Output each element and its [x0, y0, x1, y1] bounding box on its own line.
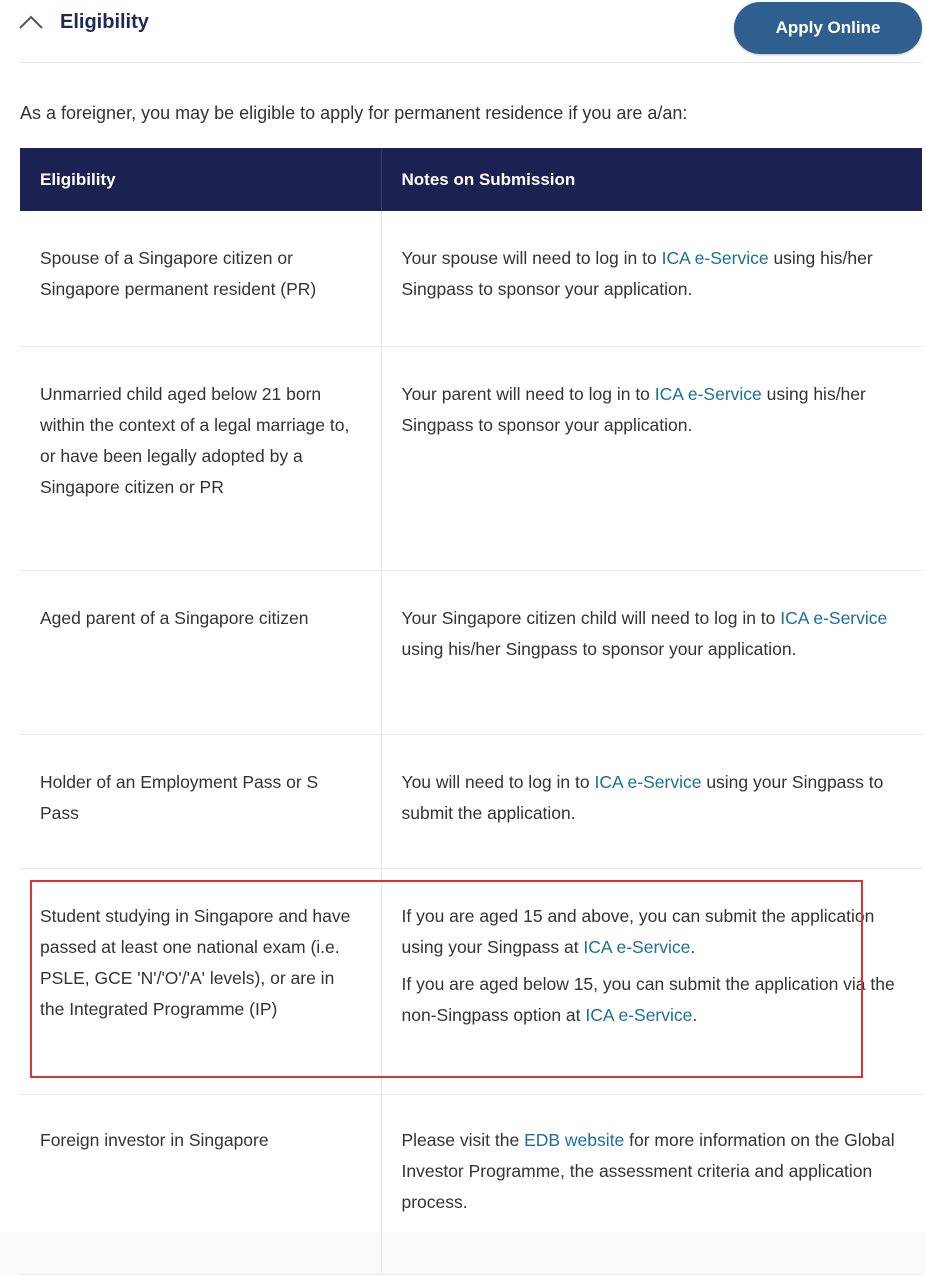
notes-text: . — [690, 936, 696, 957]
notes-cell — [381, 346, 922, 570]
ica-eservice-link[interactable]: ICA e-Service — [594, 771, 702, 792]
notes-text: . — [692, 1004, 698, 1025]
column-header-eligibility: Eligibility — [20, 148, 381, 211]
table-row — [20, 1094, 922, 1274]
eligibility-table — [20, 148, 922, 1275]
notes-text: Your parent will need to log in to — [401, 383, 655, 404]
notes-paragraph — [402, 243, 903, 305]
table-row — [20, 211, 922, 346]
intro-text: As a foreigner, you may be eligible to apply for permanent residence if you are a/an: — [20, 103, 688, 123]
eligibility-cell: Holder of an Employment Pass or S Pass — [20, 734, 381, 868]
notes-text: If you are aged below 15, you can submit the application via the non-Singpass option at — [401, 973, 895, 1025]
notes-paragraph — [402, 767, 903, 829]
notes-cell — [381, 868, 922, 1094]
table-row — [20, 570, 922, 734]
eligibility-cell: Aged parent of a Singapore citizen — [20, 570, 381, 734]
notes-paragraph — [402, 969, 903, 1031]
notes-cell — [381, 570, 922, 734]
chevron-up-icon[interactable] — [18, 14, 44, 30]
eligibility-cell: Unmarried child aged below 21 born within the context of a legal marriage to, or have been legally adopted by a Singapore citizen or PR — [20, 346, 381, 570]
eligibility-cell: Foreign investor in Singapore — [20, 1094, 381, 1274]
header-divider — [20, 62, 922, 63]
notes-paragraph — [402, 603, 903, 665]
notes-text: for more information on the Global Investor Programme, the assessment criteria and application process. — [401, 1129, 895, 1212]
notes-paragraph — [402, 901, 903, 963]
eligibility-cell: Student studying in Singapore and have passed at least one national exam (i.e. PSLE, GCE 'N'/'O'/'A' levels), or are in the Integrated Programme (IP) — [20, 868, 381, 1094]
ica-eservice-link[interactable]: ICA e-Service — [583, 936, 691, 957]
notes-text: using his/her Singpass to sponsor your application. — [401, 248, 873, 299]
section-title[interactable]: Eligibility — [60, 11, 149, 33]
notes-cell — [381, 1094, 922, 1274]
ica-eservice-link[interactable]: ICA e-Service — [654, 383, 762, 404]
table-header-row — [20, 148, 922, 211]
notes-cell — [381, 211, 922, 346]
column-header-notes: Notes on Submission — [381, 148, 922, 211]
notes-paragraph — [402, 1125, 903, 1218]
ica-eservice-link[interactable]: ICA e-Service — [661, 248, 769, 268]
notes-text: Please visit the — [401, 1129, 525, 1150]
notes-text: If you are aged 15 and above, you can submit the application using your Singpass at — [401, 905, 875, 957]
table-row — [20, 734, 922, 868]
ica-eservice-link[interactable]: ICA e-Service — [585, 1004, 693, 1025]
table-row — [20, 868, 922, 1094]
edb-website-link[interactable]: EDB website — [524, 1129, 625, 1150]
eligibility-cell: Spouse of a Singapore citizen or Singapore permanent resident (PR) — [20, 211, 381, 346]
notes-text: using his/her Singpass to sponsor your application. — [401, 638, 797, 659]
section-header[interactable] — [0, 0, 926, 62]
apply-online-button[interactable]: Apply Online — [734, 2, 922, 54]
table-row — [20, 346, 922, 570]
notes-text: Your spouse will need to log in to — [401, 248, 662, 268]
notes-cell — [381, 734, 922, 868]
ica-eservice-link[interactable]: ICA e-Service — [780, 607, 888, 628]
notes-text: using his/her Singpass to sponsor your application. — [401, 383, 866, 435]
notes-text: You will need to log in to — [401, 771, 595, 792]
notes-text: using your Singpass to submit the application. — [401, 771, 884, 823]
notes-paragraph — [402, 379, 903, 441]
notes-text: Your Singapore citizen child will need to log in to — [401, 607, 781, 628]
